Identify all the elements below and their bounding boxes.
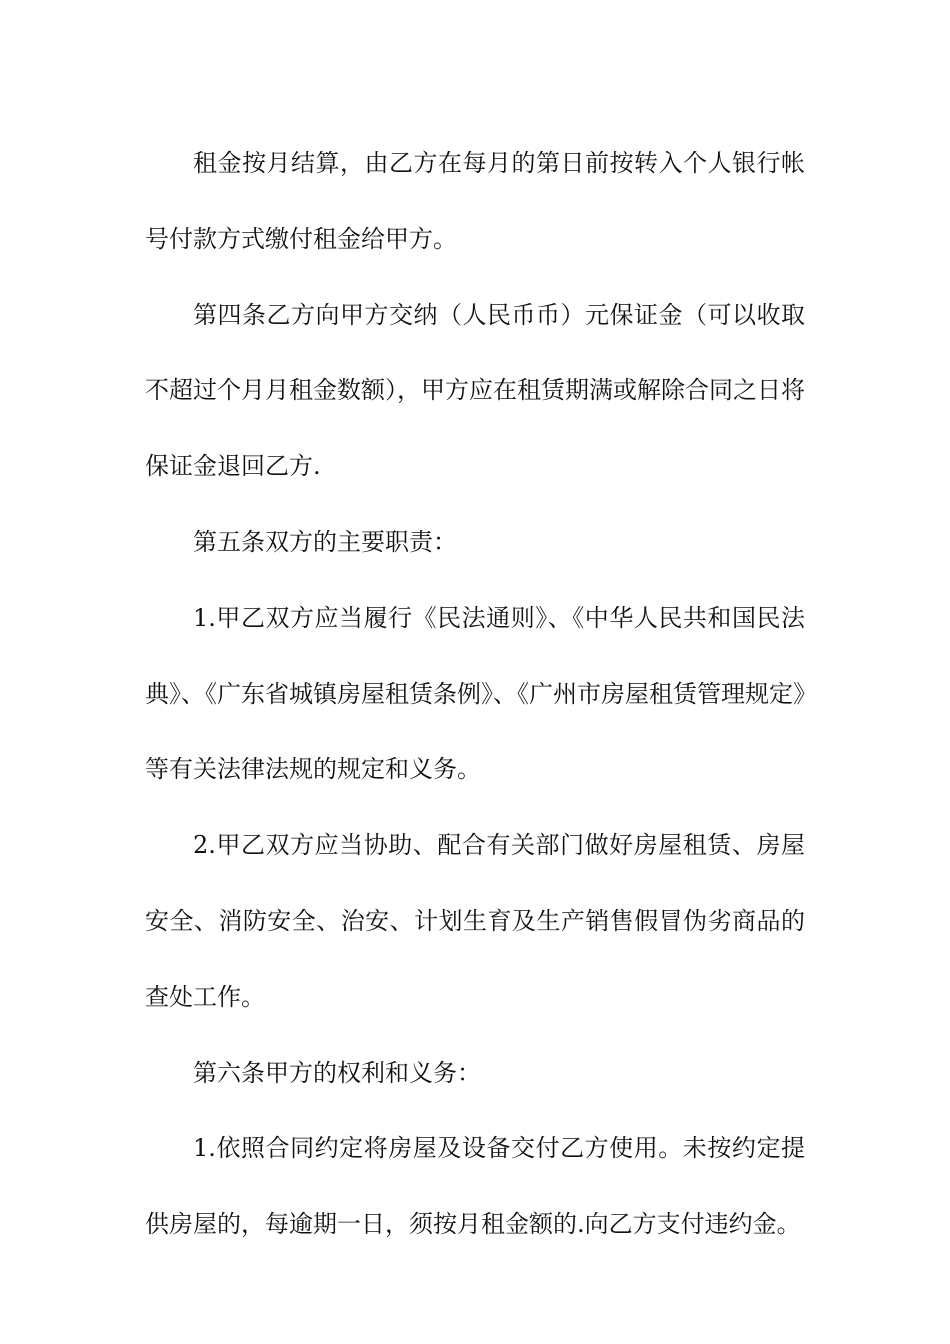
paragraph-article-5-item-2: 2.甲乙双方应当协助、配合有关部门做好房屋租赁、房屋安全、消防安全、治安、计划生育及生产销售假冒伪劣商品的查处工作。 (145, 831, 805, 1011)
paragraph-article-6-item-1: 1.依照合同约定将房屋及设备交付乙方使用。未按约定提供房屋的，每逾期一日，须按月租金额的.向乙方支付违约金。 (145, 1134, 805, 1239)
document-body (145, 126, 805, 1263)
paragraph-rent-settlement: 租金按月结算，由乙方在每月的第日前按转入个人银行帐号付款方式缴付租金给甲方。 (145, 149, 805, 253)
paragraph-article-5-heading: 第五条双方的主要职责： (193, 527, 457, 556)
paragraph-article-4-deposit: 第四条乙方向甲方交纳（人民币币）元保证金（可以收取不超过个月月租金数额），甲方应在租赁期满或解除合同之日将保证金退回乙方. (145, 300, 805, 481)
paragraph-article-5-item-1: 1.甲乙双方应当履行《民法通则》、《中华人民共和国民法典》、《广东省城镇房屋租赁条例》、《广州市房屋租赁管理规定》等有关法律法规的规定和义务。 (145, 603, 805, 784)
paragraph-article-6-heading: 第六条甲方的权利和义务： (193, 1058, 481, 1087)
